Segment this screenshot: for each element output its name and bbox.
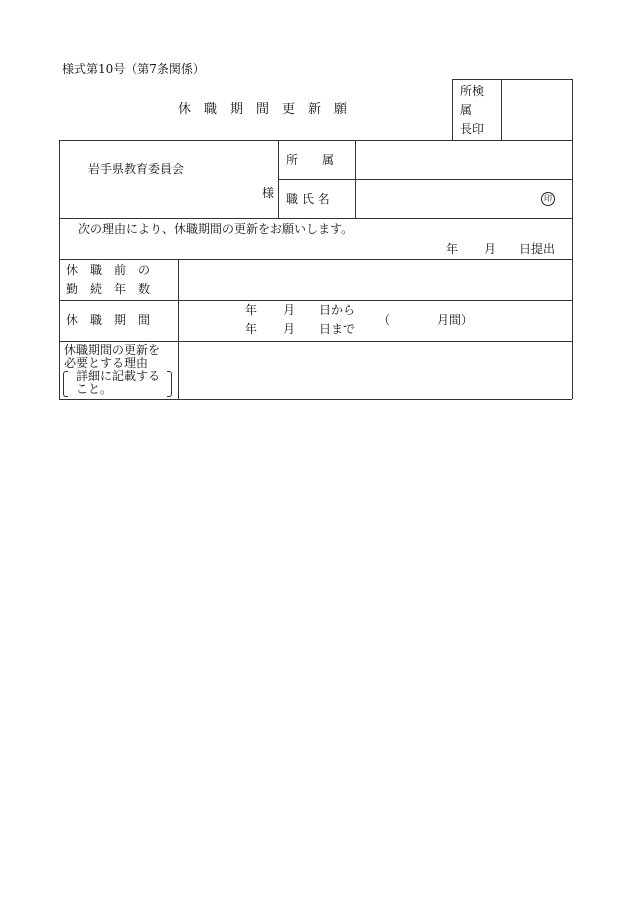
period-to-year: 年 (245, 322, 258, 336)
form-title: 休 職 期 間 更 新 願 (178, 102, 348, 117)
service-years-label-1: 休 職 前 の (66, 263, 151, 277)
leave-period-field[interactable] (179, 301, 571, 340)
reason-label-1: 休職期間の更新を (64, 343, 161, 357)
period-paren-open: （ (378, 313, 391, 327)
stamp-box-left-border (452, 79, 453, 140)
reason-note-2: こと。 (76, 382, 113, 396)
request-row-top-border (59, 218, 572, 219)
reason-note-bracket-right (167, 371, 172, 397)
period-from-month: 月 (283, 303, 296, 317)
period-to-month: 月 (283, 322, 296, 336)
name-field[interactable] (356, 180, 571, 217)
form-number: 様式第10号（第7条関係） (62, 62, 205, 76)
addressee-honorific: 様 (262, 186, 275, 200)
addressee-name: 岩手県教育委員会 (88, 162, 185, 176)
stamp-box-label-2: 属 (460, 103, 473, 117)
seal-icon: 印 (541, 192, 555, 206)
submit-day-label: 日提出 (519, 242, 556, 256)
period-from-day: 日から (319, 303, 356, 317)
period-months-label: 月間） (437, 313, 474, 327)
service-years-field[interactable] (179, 260, 571, 299)
affiliation-field[interactable] (356, 141, 571, 178)
period-to-day: 日まで (319, 322, 356, 336)
service-years-label-2: 勤 続 年 数 (66, 282, 151, 296)
form-bottom-border (59, 399, 572, 400)
form-right-border (572, 79, 573, 399)
reason-field[interactable] (179, 342, 571, 398)
form-left-border (59, 140, 60, 399)
principal-seal-area[interactable] (502, 80, 571, 139)
submit-year-label: 年 (446, 242, 459, 256)
reason-note-bracket-left (63, 371, 68, 397)
stamp-box-label-1: 所検 (460, 84, 485, 98)
reason-label-2: 必要とする理由 (64, 356, 149, 370)
reason-note-1: 詳細に記載する (76, 369, 161, 383)
submit-month-label: 月 (484, 242, 497, 256)
affiliation-label: 所 属 (286, 153, 335, 167)
stamp-box-label-3: 長印 (460, 122, 485, 136)
leave-period-label: 休 職 期 間 (66, 313, 151, 327)
name-label: 職 氏 名 (286, 192, 330, 206)
period-from-year: 年 (245, 303, 258, 317)
request-statement: 次の理由により、休職期間の更新をお願いします。 (78, 222, 354, 236)
